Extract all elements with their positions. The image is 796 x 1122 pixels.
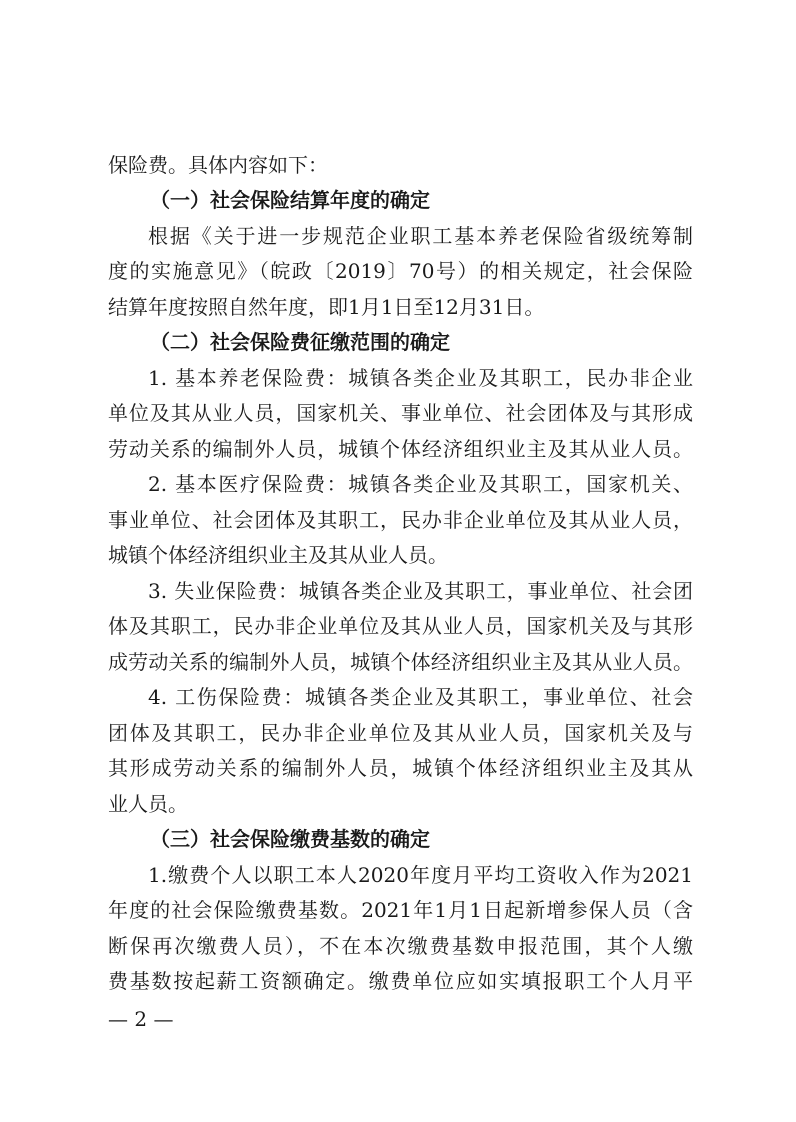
paragraph-line: 3. 失业保险费：城镇各类企业及其职工，事业单位、社会团 — [148, 579, 693, 603]
paragraph-line: 1. 基本养老保险费：城镇各类企业及其职工，民办非企业 — [148, 366, 693, 390]
paragraph-line: 保险费。具体内容如下： — [108, 153, 328, 177]
section-heading-2: （二）社会保险费征缴范围的确定 — [150, 330, 450, 354]
paragraph-line: 其形成劳动关系的编制外人员，城镇个体经济组织业主及其从 — [108, 756, 693, 780]
paragraph-line: 断保再次缴费人员），不在本次缴费基数申报范围，其个人缴 — [108, 934, 693, 958]
paragraph-line: 结算年度按照自然年度，即1月1日至12月31日。 — [108, 295, 545, 319]
paragraph-line: 根据《关于进一步规范企业职工基本养老保险省级统筹制 — [148, 224, 693, 248]
paragraph-line: 业人员。 — [108, 792, 188, 816]
paragraph-line: 团体及其职工，民办非企业单位及其从业人员，国家机关及与 — [108, 721, 693, 745]
paragraph-line: 城镇个体经济组织业主及其从业人员。 — [108, 543, 448, 567]
paragraph-line: 费基数按起薪工资额确定。缴费单位应如实填报职工个人月平 — [108, 969, 693, 993]
paragraph-line: 劳动关系的编制外人员，城镇个体经济组织业主及其从业人员。 — [108, 437, 693, 461]
paragraph-line: 体及其职工，民办非企业单位及其从业人员，国家机关及与其形 — [108, 614, 693, 638]
section-heading-1: （一）社会保险结算年度的确定 — [150, 188, 430, 212]
paragraph-line: 单位及其从业人员，国家机关、事业单位、社会团体及与其形成 — [108, 401, 693, 425]
paragraph-line: 度的实施意见》（皖政〔2019〕70号）的相关规定，社会保险 — [108, 259, 693, 283]
page-number: — 2 — — [108, 1007, 174, 1031]
paragraph-line: 成劳动关系的编制外人员，城镇个体经济组织业主及其从业人员。 — [108, 650, 693, 674]
paragraph-line: 事业单位、社会团体及其职工，民办非企业单位及其从业人员， — [108, 508, 693, 532]
paragraph-line: 年度的社会保险缴费基数。2021年1月1日起新增参保人员（含 — [108, 898, 693, 922]
paragraph-line: 1.缴费个人以职工本人2020年度月平均工资收入作为2021 — [148, 863, 693, 887]
section-heading-3: （三）社会保险缴费基数的确定 — [150, 827, 430, 851]
paragraph-line: 2. 基本医疗保险费：城镇各类企业及其职工，国家机关、 — [148, 472, 693, 496]
paragraph-line: 4. 工伤保险费：城镇各类企业及其职工，事业单位、社会 — [148, 685, 693, 709]
